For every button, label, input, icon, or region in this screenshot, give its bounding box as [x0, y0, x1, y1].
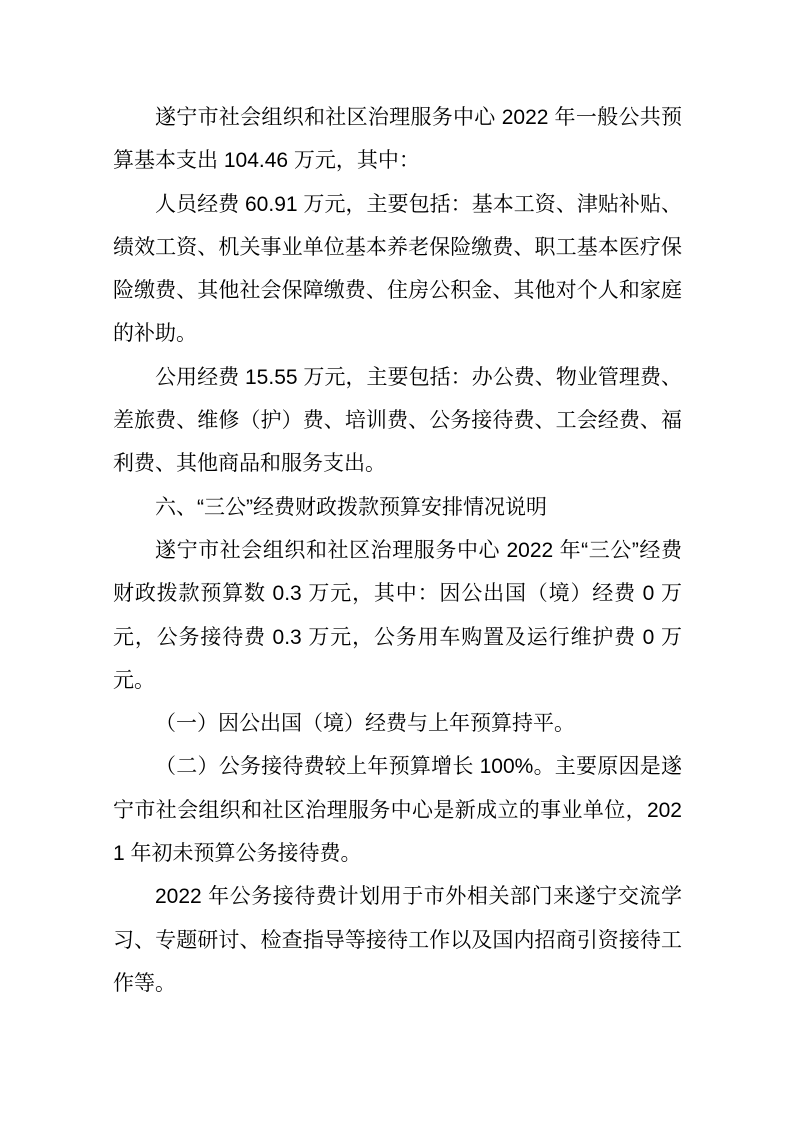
para-item-2-official-reception: （二）公务接待费较上年预算增长 100%。主要原因是遂宁市社会组织和社区治理服务中心是新成立的事业单位，2021 年初未预算公务接待费。 [113, 755, 682, 866]
document-body [113, 96, 682, 1005]
para-public-funds: 公用经费 15.55 万元，主要包括：办公费、物业管理费、差旅费、维修（护）费、培训费、公务接待费、工会经费、福利费、其他商品和服务支出。 [113, 365, 682, 476]
para-basic-expenditure-total: 遂宁市社会组织和社区治理服务中心 2022 年一般公共预算基本支出 104.46 万元，其中： [113, 106, 682, 173]
section-heading-three-public-funds: 六、“三公”经费财政拨款预算安排情况说明 [155, 495, 547, 519]
para-reception-plan-2022: 2022 年公务接待费计划用于市外相关部门来遂宁交流学习、专题研讨、检查指导等接待工作以及国内招商引资接待工作等。 [113, 885, 682, 995]
para-item-1-overseas-trips: （一）因公出国（境）经费与上年预算持平。 [155, 712, 575, 736]
para-three-public-budget-total: 遂宁市社会组织和社区治理服务中心 2022 年“三公”经费财政拨款预算数 0.3 万元，其中：因公出国（境）经费 0 万元，公务接待费 0.3 万元，公务用车购置及运行维护费 0 万元。 [113, 538, 682, 692]
para-personnel-funds: 人员经费 60.91 万元，主要包括：基本工资、津贴补贴、绩效工资、机关事业单位基本养老保险缴费、职工基本医疗保险缴费、其他社会保障缴费、住房公积金、其他对个人和家庭的补助。 [113, 192, 682, 346]
